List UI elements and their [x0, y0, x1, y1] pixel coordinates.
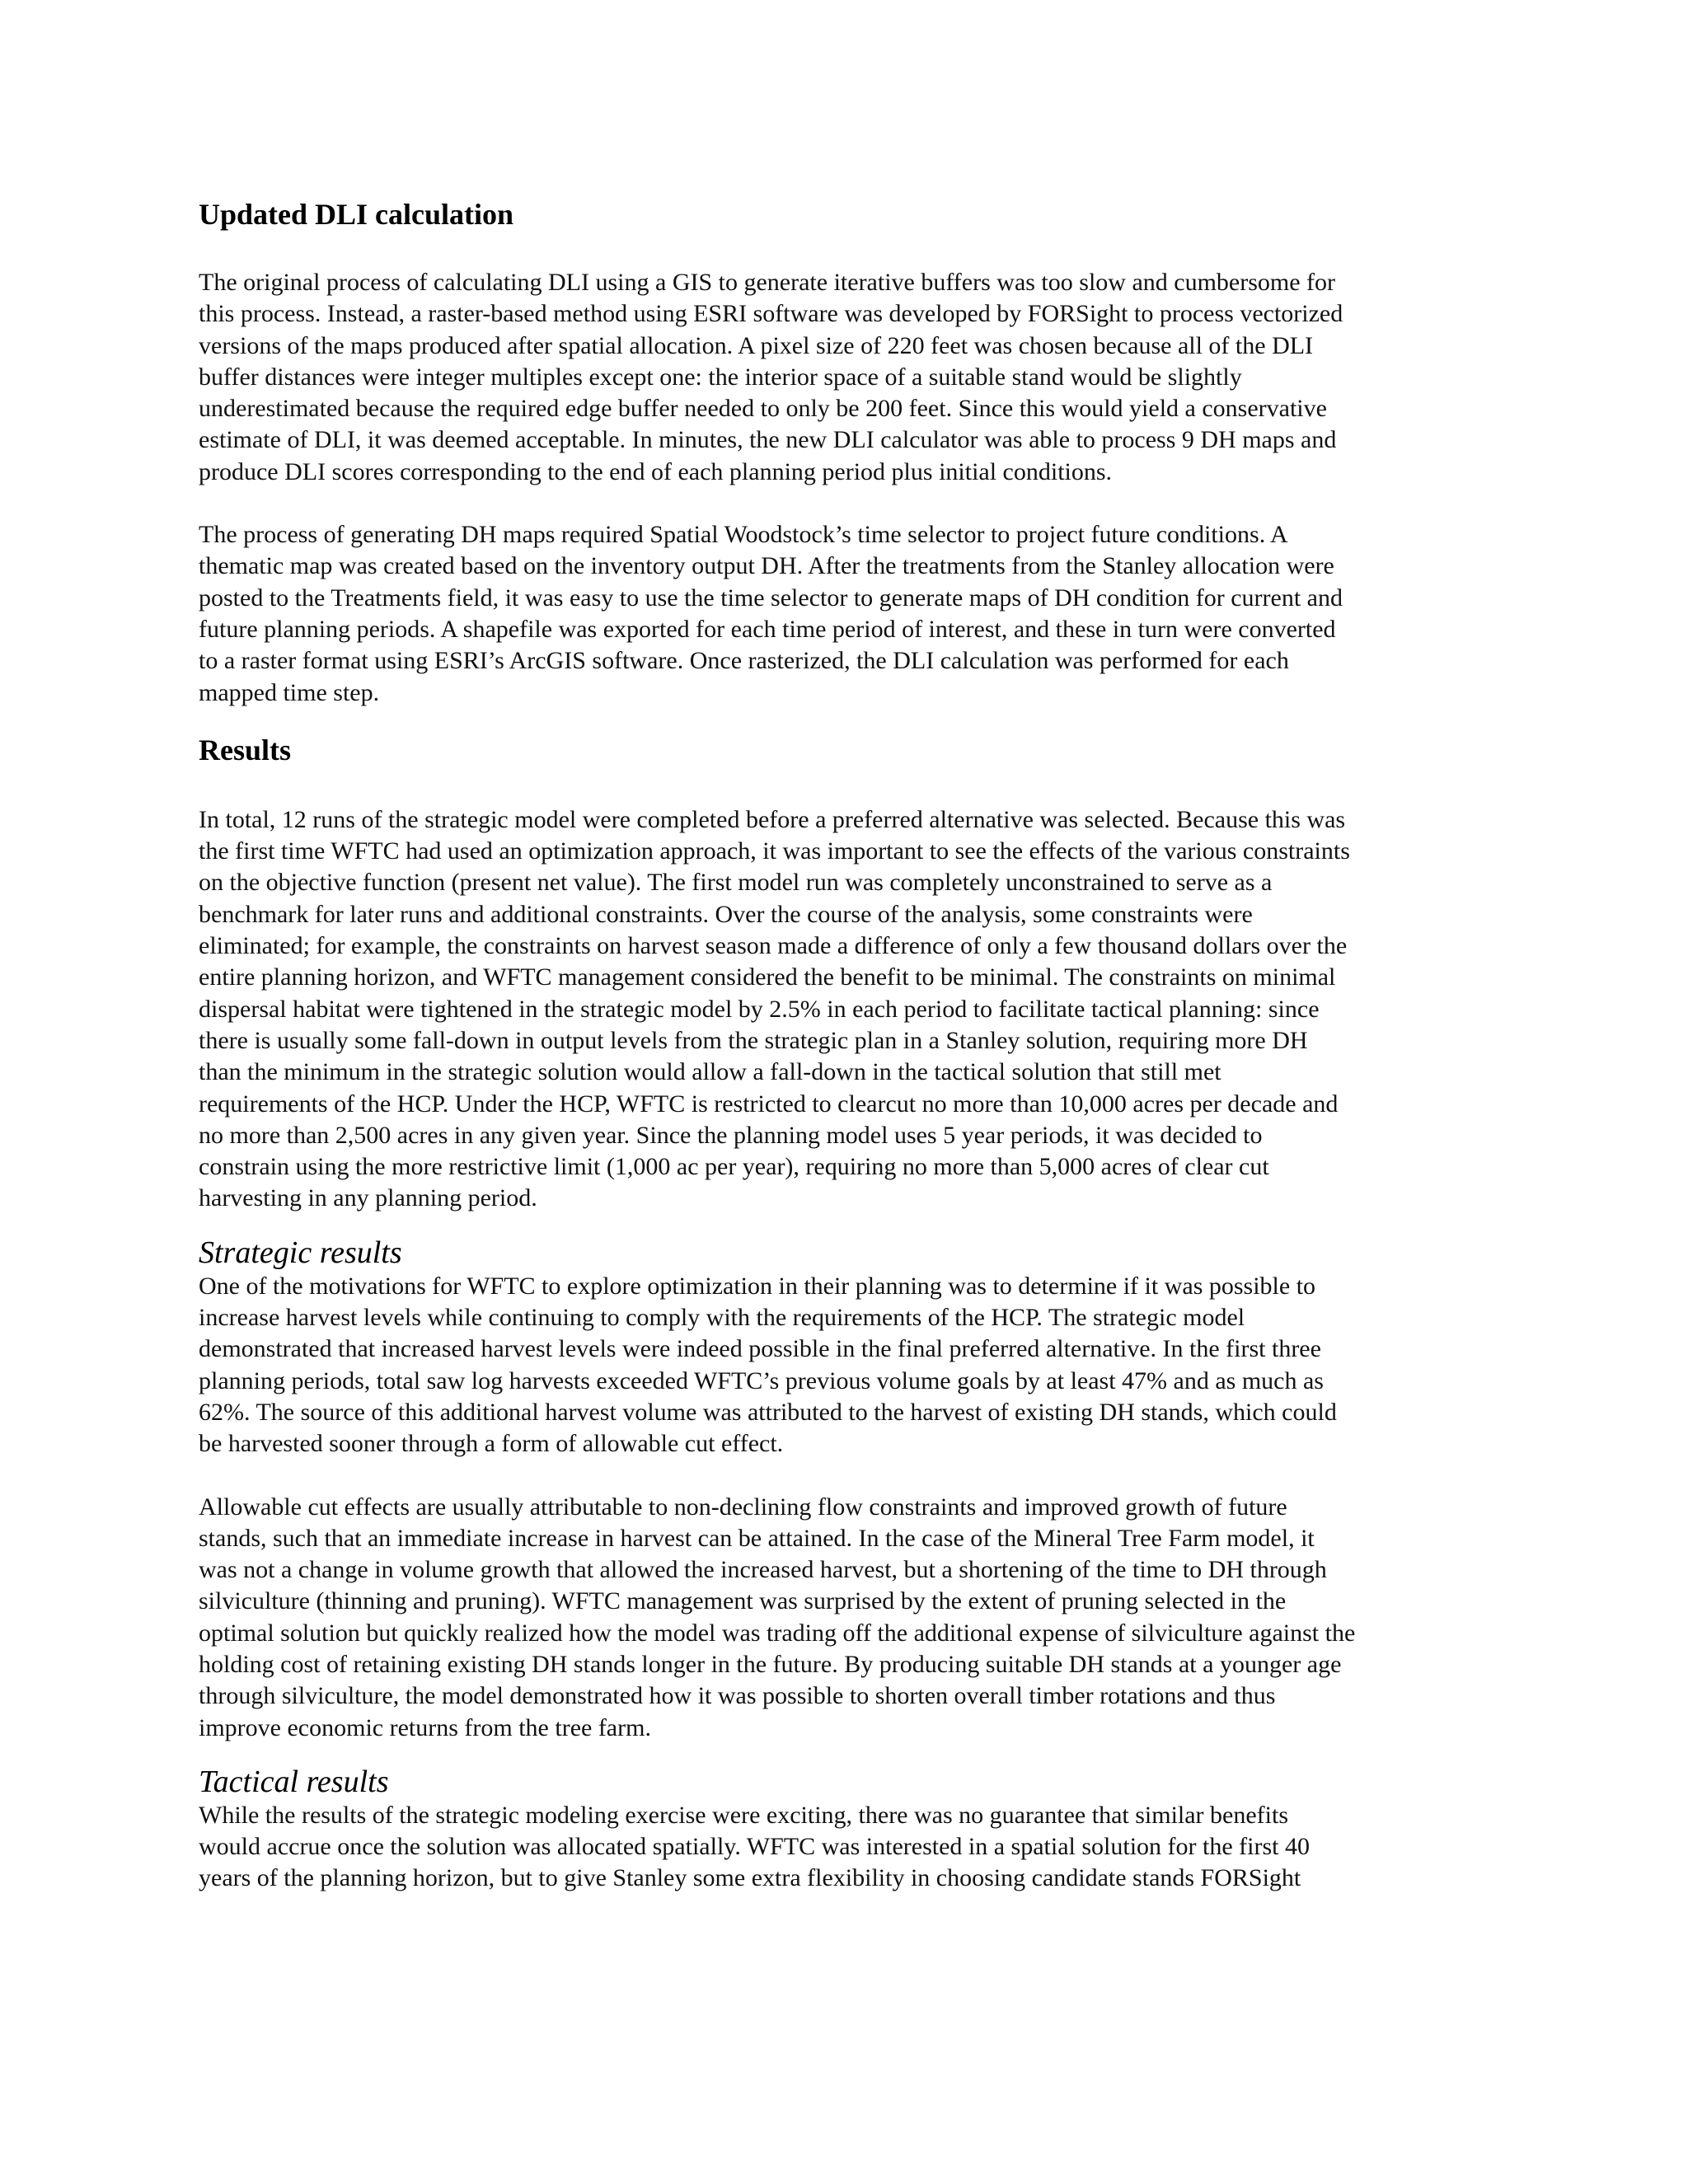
text-line: years of the planning horizon, but to give Stanley some extra flexibility in choosing candidate stands FORSight — [199, 1864, 1301, 1892]
text-line: While the results of the strategic modeling exercise were exciting, there was no guarantee that similar benefits — [199, 1801, 1289, 1829]
text-line: benchmark for later runs and additional constraints. Over the course of the analysis, some constraints were — [199, 900, 1253, 928]
text-line: optimal solution but quickly realized how the model was trading off the additional expense of silviculture against the — [199, 1619, 1356, 1647]
text-line: future planning periods. A shapefile was exported for each time period of interest, and these in turn were converted — [199, 615, 1336, 643]
document-page — [199, 196, 1501, 1895]
text-line: thematic map was created based on the inventory output DH. After the treatments from the Stanley allocation were — [199, 552, 1334, 580]
paragraph-allowable-cut — [199, 1492, 1501, 1744]
text-line: this process. Instead, a raster-based method using ESRI software was developed by FORSight to process vectorized — [199, 300, 1343, 328]
section-heading-updated-dli-calculation: Updated DLI calculation — [199, 198, 514, 231]
text-line: eliminated; for example, the constraints on harvest season made a difference of only a few thousand dollars over the — [199, 932, 1348, 960]
section-heading-results: Results — [199, 733, 292, 766]
text-line: versions of the maps produced after spatial allocation. A pixel size of 220 feet was chosen because all of the DLI — [199, 331, 1314, 359]
paragraph-strategic-motivation — [199, 1271, 1501, 1460]
text-line: posted to the Treatments field, it was easy to use the time selector to generate maps of DH condition for current and — [199, 583, 1343, 612]
paragraph-dli-method — [199, 267, 1501, 488]
text-line: estimate of DLI, it was deemed acceptable. In minutes, the new DLI calculator was able to process 9 DH maps and — [199, 426, 1337, 454]
paragraph-dh-maps — [199, 519, 1501, 709]
text-line: Allowable cut effects are usually attributable to non-declining flow constraints and improved growth of future — [199, 1493, 1287, 1521]
text-line: One of the motivations for WFTC to explore optimization in their planning was to determine if it was possible to — [199, 1272, 1316, 1300]
paragraph-results — [199, 804, 1501, 1215]
text-line: was not a change in volume growth that allowed the increased harvest, but a shortening of the time to DH through — [199, 1556, 1327, 1584]
text-line: there is usually some fall-down in output levels from the strategic plan in a Stanley solution, requiring more DH — [199, 1026, 1308, 1054]
text-line: the first time WFTC had used an optimization approach, it was important to see the effects of the various constraints — [199, 837, 1350, 865]
text-line: holding cost of retaining existing DH stands longer in the future. By producing suitable DH stands at a younger age — [199, 1650, 1342, 1678]
text-line: be harvested sooner through a form of allowable cut effect. — [199, 1430, 784, 1458]
text-line: increase harvest levels while continuing to comply with the requirements of the HCP. The strategic model — [199, 1304, 1245, 1332]
text-line: produce DLI scores corresponding to the end of each planning period plus initial conditions. — [199, 457, 1113, 485]
subsection-heading-tactical-results: Tactical results — [199, 1764, 389, 1799]
text-line: silviculture (thinning and pruning). WFTC management was surprised by the extent of pruning selected in the — [199, 1587, 1287, 1615]
text-line: requirements of the HCP. Under the HCP, WFTC is restricted to clearcut no more than 10,000 acres per decade and — [199, 1090, 1339, 1118]
text-line: dispersal habitat were tightened in the strategic model by 2.5% in each period to facilitate tactical planning: since — [199, 995, 1320, 1023]
text-line: entire planning horizon, and WFTC management considered the benefit to be minimal. The constraints on minimal — [199, 963, 1336, 991]
text-line: 62%. The source of this additional harvest volume was attributed to the harvest of existing DH stands, which could — [199, 1398, 1337, 1426]
text-line: constrain using the more restrictive limit (1,000 ac per year), requiring no more than 5,000 acres of clear cut — [199, 1153, 1269, 1181]
text-line: through silviculture, the model demonstrated how it was possible to shorten overall timber rotations and thus — [199, 1682, 1276, 1710]
text-line: buffer distances were integer multiples except one: the interior space of a suitable stand would be slightly — [199, 363, 1242, 391]
text-line: The original process of calculating DLI using a GIS to generate iterative buffers was too slow and cumbersome for — [199, 269, 1336, 296]
subsection-heading-strategic-results: Strategic results — [199, 1235, 402, 1270]
paragraph-tactical — [199, 1800, 1501, 1895]
text-line: underestimated because the required edge buffer needed to only be 200 feet. Since this would yield a conservative — [199, 395, 1327, 423]
text-line: would accrue once the solution was allocated spatially. WFTC was interested in a spatial solution for the first 40 — [199, 1833, 1310, 1861]
text-line: demonstrated that increased harvest levels were indeed possible in the final preferred alternative. In the first three — [199, 1335, 1321, 1363]
text-line: The process of generating DH maps required Spatial Woodstock’s time selector to project future conditions. A — [199, 521, 1288, 549]
text-line: to a raster format using ESRI’s ArcGIS software. Once rasterized, the DLI calculation was performed for each — [199, 647, 1289, 675]
text-line: than the minimum in the strategic solution would allow a fall-down in the tactical solution that still met — [199, 1058, 1221, 1086]
text-line: planning periods, total saw log harvests exceeded WFTC’s previous volume goals by at least 47% and as much as — [199, 1366, 1324, 1394]
text-line: no more than 2,500 acres in any given year. Since the planning model uses 5 year periods, it was decided to — [199, 1121, 1263, 1149]
text-line: harvesting in any planning period. — [199, 1184, 537, 1212]
text-line: In total, 12 runs of the strategic model were completed before a preferred alternative was selected. Because this was — [199, 805, 1346, 833]
text-line: mapped time step. — [199, 678, 380, 706]
text-line: stands, such that an immediate increase in harvest can be attained. In the case of the Mineral Tree Farm model, it — [199, 1524, 1315, 1552]
text-line: improve economic returns from the tree farm. — [199, 1713, 651, 1741]
text-line: on the objective function (present net value). The first model run was completely unconstrained to serve as a — [199, 869, 1273, 897]
